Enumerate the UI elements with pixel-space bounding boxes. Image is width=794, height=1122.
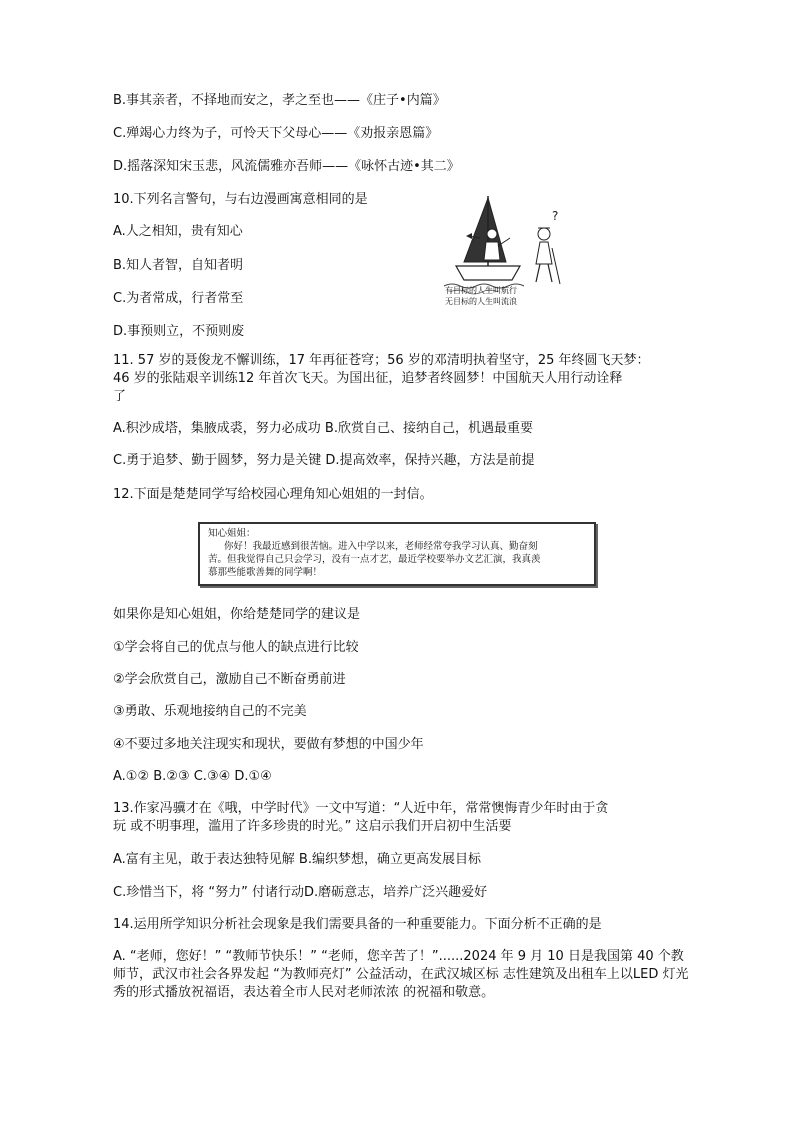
q14-option-a: A. “老师，您好！” “教师节快乐！” “老师，您辛苦了！”......2024 年 9 月 10 日是我国第 40 个教师节，武汉市社会各界发起 “为教师亮灯” 公益活动，在武汉城区标 志性建筑及出租车上以LED 灯光秀的形式播放祝福语，表达着全市人民对老师浓浓 的祝福和敬意。 [113, 949, 689, 1000]
letter-line-1: 你好！我最近感到很苦恼。进入中学以来，老师经常夸我学习认真、勤奋刻 [224, 541, 538, 552]
comic-question-mark: ? [552, 209, 559, 223]
q11-stem-line-3: 了 [113, 389, 127, 404]
q12-item-2: ②学会欣赏自己，激励自己不断奋勇前进 [113, 672, 346, 687]
q12-prompt: 如果你是知心姐姐，你给楚楚同学的建议是 [113, 607, 361, 622]
q12-item-4: ④不要过多地关注现实和现状，要做有梦想的中国少年 [113, 737, 424, 752]
letter-line-3: 慕那些能歌善舞的同学啊！ [208, 567, 323, 578]
q13-stem-line-2: 玩 或不明事理，滥用了许多珍贵的时光。” 这启示我们开启初中生活要 [113, 819, 512, 834]
comic-caption-2: 无目标的人生叫流浪 [445, 297, 517, 306]
q10-stem: 10.下列名言警句，与右边漫画寓意相同的是 [113, 192, 368, 207]
q9-option-d: D.摇落深知宋玉悲，风流儒雅亦吾师——《咏怀古迹•其二》 [113, 159, 460, 174]
q10-option-b: B.知人者智，自知者明 [113, 258, 244, 273]
q11-stem-line-1: 11. 57 岁的聂俊龙不懈训练，17 年再征苍穹；56 岁的邓清明执着坚守，25 年终圆飞天梦： [113, 353, 650, 368]
q11-options-row-1: A.积沙成塔，集腋成裘，努力必成功 B.欣赏自己、接纳自己，机遇最重要 [113, 421, 533, 436]
q10-option-a: A.人之相知，贵有知心 [113, 224, 243, 239]
q13-options-row-2: C.珍惜当下，将 “努力” 付诸行动D.磨砺意志，培养广泛兴趣爱好 [113, 885, 488, 900]
q10-option-c: C.为者常成，行者常至 [113, 291, 244, 306]
q11-options-row-2: C.勇于追梦、勤于圆梦，努力是关键 D.提高效率，保持兴趣，方法是前提 [113, 453, 535, 468]
q9-option-c: C.殚竭心力终为子，可怜天下父母心——《劝报亲恩篇》 [113, 126, 439, 141]
q13-options-row-1: A.富有主见，敢于表达独特见解 B.编织梦想，确立更高发展目标 [113, 852, 481, 867]
q9-option-b: B.事其亲者，不择地而安之，孝之至也——《庄子•内篇》 [113, 93, 446, 108]
letter-greeting: 知心姐姐： [208, 528, 256, 539]
q12-stem: 12.下面是楚楚同学写给校园心理角知心姐姐的一封信。 [113, 487, 433, 502]
q12-item-1: ①学会将自己的优点与他人的缺点进行比较 [113, 640, 359, 655]
letter-line-2: 苦。但我觉得自己只会学习，没有一点才艺，最近学校要举办文艺汇演，我真羡 [208, 554, 541, 565]
q14-stem: 14.运用所学知识分析社会现象是我们需要具备的一种重要能力。下面分析不正确的是 [113, 917, 602, 932]
comic-caption-1: 有目标的人生叫航行 [445, 286, 517, 295]
q10-option-d: D.事预则立，不预则废 [113, 324, 245, 339]
q12-item-3: ③勇敢、乐观地接纳自己的不完美 [113, 704, 307, 719]
letter-box [198, 522, 596, 586]
q11-stem-line-2: 46 岁的张陆艰辛训练12 年首次飞天。为国出征，追梦者终圆梦！中国航天人用行动诠释 [113, 371, 623, 386]
q13-stem-line-1: 13.作家冯骥才在《哦，中学时代》一文中写道：“人近中年，常常懊悔青少年时由于贪 [113, 801, 609, 816]
q12-options: A.①② B.②③ C.③④ D.①④ [113, 769, 272, 784]
